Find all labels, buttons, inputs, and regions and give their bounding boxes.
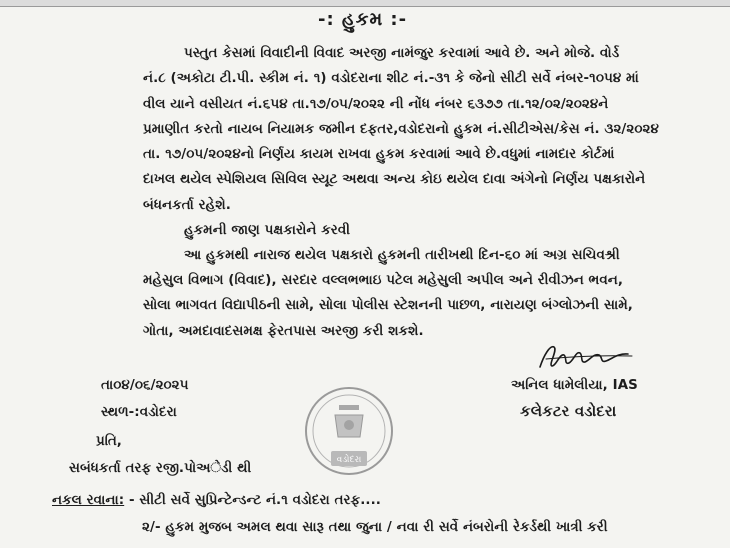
para1-line-1: પસ્તુત કેસમાં વિવાદીની વિવાદ અરજી નામંજુર કરવામાં આવે છે. અને મોજે. વોર્ડ (184, 46, 620, 61)
para1-line-7: બંધનકર્તા રહેશે. (143, 198, 231, 213)
copy-forwarded-label: નકલ રવાના: (52, 493, 125, 508)
copy-to-label: પ્રતિ, (96, 434, 122, 449)
para2-line-3: મહેસુલ વિભાગ (વિવાદ), સરદાર વલ્લભભાઇ પટેલ મહેસુલી અપીલ અને રીવીઝન ભવન, (143, 273, 624, 288)
signatory-title: કલેકટર વડોદરા (520, 402, 617, 420)
signature-icon (536, 341, 636, 371)
addressee-line: સબંધકર્તા તરફ રજી.પોઅેડી થી (69, 461, 252, 476)
top-frame (0, 0, 730, 7)
para2-line-1: હુકમની જાણ પક્ષકારોને કરવી (184, 223, 351, 238)
order-title: -: હુકમ :- (318, 9, 408, 30)
signatory-name: અનિલ ધામેલીયા, IAS (511, 378, 638, 393)
copy-forwarded-line (52, 492, 381, 509)
para2-line-4: સોલા ભાગવત વિદ્યાપીઠની સામે, સોલા પોલીસ સ્ટેશનની પાછળ, નારાયણ બંગ્લોઝની સામે, (143, 298, 633, 313)
seal-text: વડોદરા (336, 455, 362, 465)
para2-line-5: ગોતા, અમદાવાદસમક્ષ ફેરતપાસ અરજી કરી શકશે. (143, 324, 424, 339)
instruction-2: ૨/- હુકમ મુજબ અમલ થવા સારૂ તથા જુના / નવા રી સર્વે નંબરોની રેકર્ડથી ખાત્રી કરી (142, 520, 608, 535)
para1-line-2: નં.૮ (અકોટા ટી.પી. સ્કીમ નં. ૧) વડોદરાના શીટ નં.-૩૧ કે જેનો સીટી સર્વે નંબર-૧૦૫૪ માં (143, 71, 639, 86)
order-date: તા૦૪/૦૬/૨૦૨૫ (101, 378, 189, 393)
para1-line-6: દાખલ થયેલ સ્પેશિયલ સિવિલ સ્યૂટ અથવા અન્ય કોઇ થયેલ દાવા અંગેનો નિર્ણય પક્ષકારોને (143, 172, 646, 187)
collector-seal-icon (303, 385, 395, 477)
para2-line-2: આ હુકમથી નારાજ થયેલ પક્ષકારો હુકમની તારીખથી દિન-૬૦ માં અગ્ર સચિવશ્રી (184, 248, 620, 263)
para1-line-3: વીલ યાને વસીયત નં.૬૫૪ તા.૧૭/૦૫/૨૦૨૨ ની નોંધ નંબર ૬૩૭૭ તા.૧૨/૦૨/૨૦૨૪ને (143, 97, 609, 112)
para1-line-4: પ્રમાણીત કરતો નાયબ નિયામક જમીન દફતર,વડોદરાનો હુકમ નં.સીટીએસ/કેસ નં. ૩૨/૨૦૨૪ (143, 122, 659, 137)
para1-line-5: તા. ૧૭/૦૫/૨૦૨૪નો નિર્ણય કાયમ રાખવા હુકમ કરવામાં આવે છે.વધુમાં નામદાર કોર્ટમાં (143, 147, 615, 162)
copy-forwarded-text: - સીટી સર્વે સુપ્રિન્ટેન્ડન્ટ નં.૧ વડોદરા તરફ.... (128, 493, 381, 508)
order-place: સ્થળ-:વડોદરા (101, 405, 177, 420)
